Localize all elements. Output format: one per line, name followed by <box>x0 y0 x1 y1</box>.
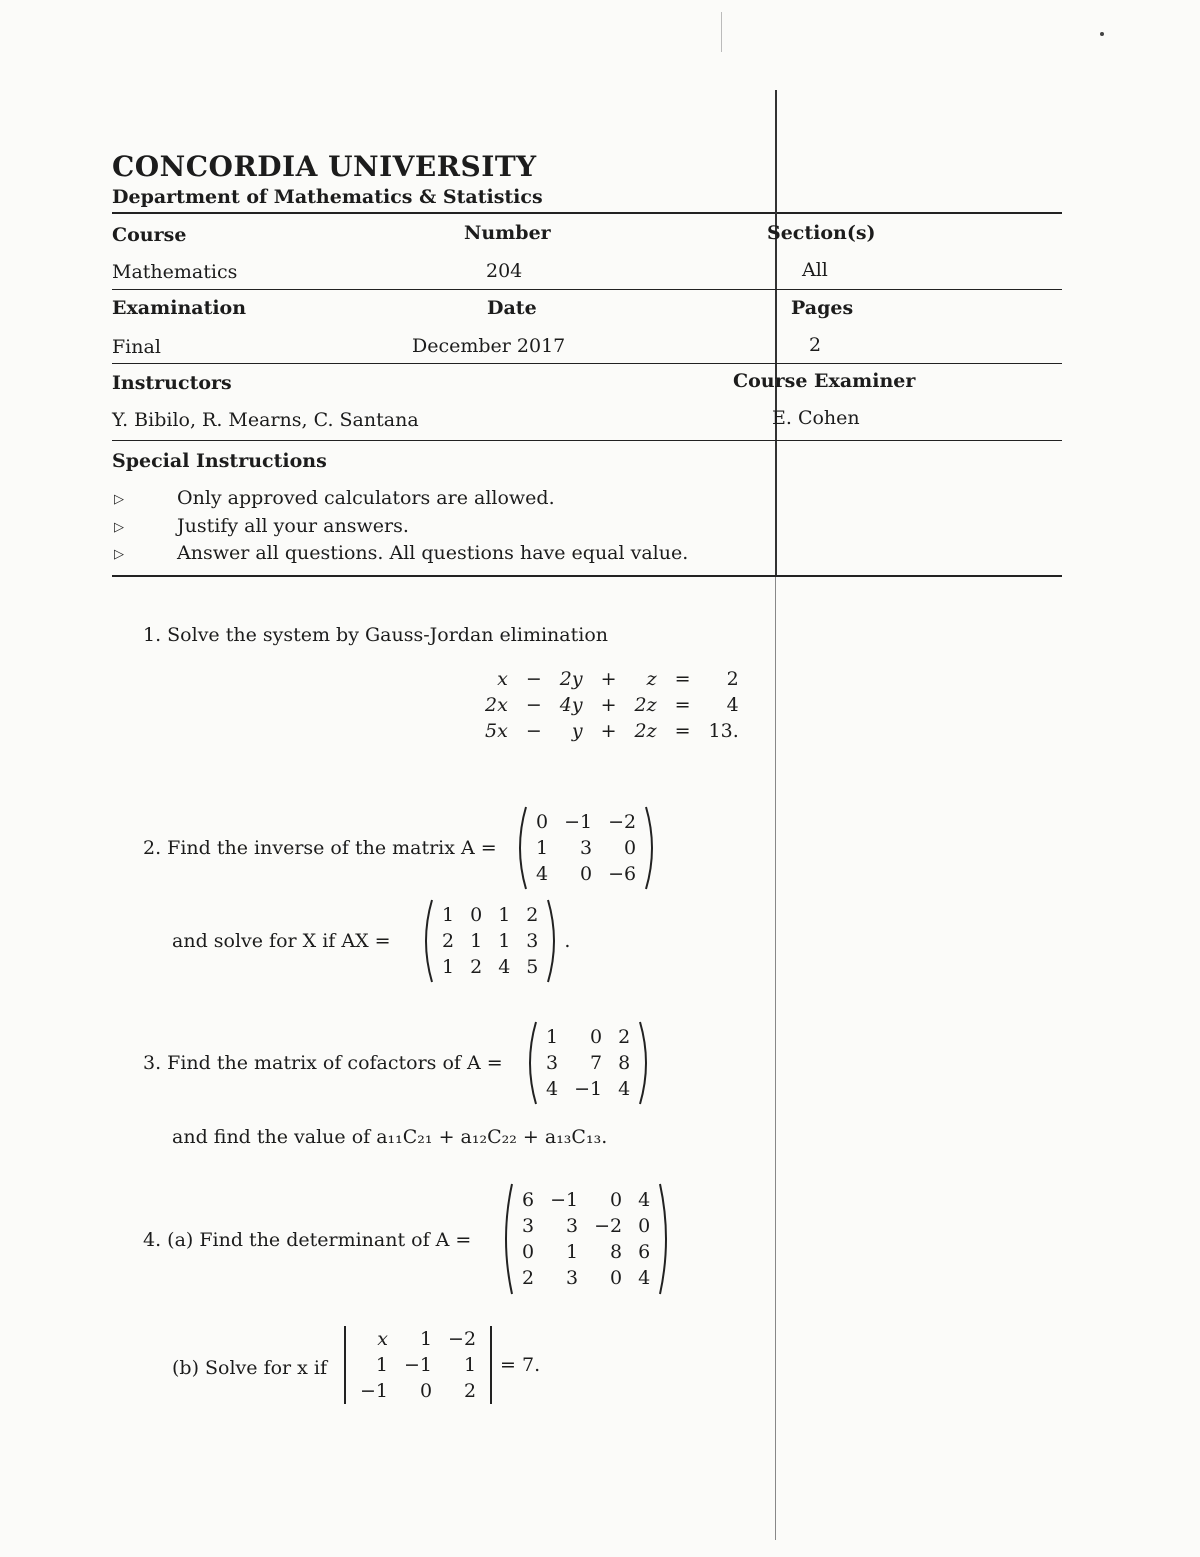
matrix-cell: 1 <box>375 1354 389 1376</box>
info-table-divider <box>775 90 777 576</box>
matrix-cell: −1 <box>574 1078 603 1100</box>
matrix-cell: 0 <box>522 1241 535 1263</box>
matrix-cell: −1 <box>360 1380 389 1402</box>
matrix-cell: 3 <box>566 1267 579 1289</box>
q2-matrix-a <box>512 805 660 891</box>
left-paren <box>418 898 434 984</box>
matrix-cell: 1 <box>442 904 455 926</box>
instructors-label: Instructors <box>112 372 232 394</box>
matrix-cell: 4 <box>618 1078 631 1100</box>
matrix-cell: 2 <box>522 1267 535 1289</box>
left-paren <box>512 805 528 891</box>
number-label: Number <box>464 222 551 244</box>
course-value: Mathematics <box>112 261 238 283</box>
term: 4y <box>559 694 583 716</box>
matrix-cell: 8 <box>618 1052 631 1074</box>
info-bottom-rule <box>112 575 1062 577</box>
equals: = <box>674 720 691 742</box>
matrix-cell: 1 <box>442 956 455 978</box>
matrix-cell: 1 <box>470 930 483 952</box>
matrix-cell: 4 <box>536 863 549 885</box>
rhs: 13. <box>708 720 739 742</box>
equals-seven: = 7. <box>500 1354 541 1376</box>
term: x <box>497 668 508 690</box>
term: 2z <box>634 720 657 742</box>
left-paren <box>522 1020 538 1106</box>
bullet-icon: ▷ <box>114 492 124 507</box>
date-label: Date <box>487 297 537 319</box>
matrix-cells <box>538 1024 638 1102</box>
term: z <box>646 668 657 690</box>
right-paren <box>658 1182 674 1296</box>
matrix-cell: 6 <box>638 1241 651 1263</box>
row-rule-3 <box>112 440 1062 441</box>
operator: + <box>600 668 617 690</box>
instructors-value: Y. Bibilo, R. Mearns, C. Santana <box>112 409 419 431</box>
term: y <box>571 720 583 742</box>
scan-edge-line <box>721 12 722 52</box>
sections-label: Section(s) <box>767 222 876 244</box>
matrix-cell: 3 <box>580 837 593 859</box>
matrix-cell: 2 <box>470 956 483 978</box>
matrix-cell: 1 <box>536 837 549 859</box>
matrix-cell: 3 <box>546 1052 559 1074</box>
term: 2y <box>559 668 583 690</box>
matrix-cell: 0 <box>638 1215 651 1237</box>
question-2-text: 2. Find the inverse of the matrix A = <box>143 837 497 859</box>
department-name: Department of Mathematics & Statistics <box>112 186 543 208</box>
question-4b-text: (b) Solve for x if <box>172 1357 328 1379</box>
q3-matrix-a <box>522 1020 654 1106</box>
exam-value: Final <box>112 336 161 358</box>
matrix-cell: −2 <box>448 1328 477 1350</box>
university-name: CONCORDIA UNIVERSITY <box>112 150 537 183</box>
matrix-cell: 3 <box>566 1215 579 1237</box>
matrix-cell: −1 <box>404 1354 433 1376</box>
bullet-icon: ▷ <box>114 520 124 535</box>
matrix-cell: 1 <box>498 904 511 926</box>
matrix-cell: 4 <box>638 1189 651 1211</box>
rhs: 4 <box>726 694 739 716</box>
matrix-cell: 1 <box>498 930 511 952</box>
question-3-text: 3. Find the matrix of cofactors of A = <box>143 1052 503 1074</box>
matrix-cell: 2 <box>526 904 539 926</box>
right-paren <box>644 805 660 891</box>
matrix-cell: 0 <box>470 904 483 926</box>
exam-label: Examination <box>112 297 247 319</box>
operator: − <box>525 668 542 690</box>
operator: + <box>600 720 617 742</box>
matrix-cells <box>528 809 644 887</box>
scan-speck <box>1100 32 1104 36</box>
instruction-item: Only approved calculators are allowed. <box>177 487 555 509</box>
operator: − <box>525 720 542 742</box>
matrix-cell: 0 <box>610 1189 623 1211</box>
equals: = <box>674 668 691 690</box>
matrix-cell: −2 <box>608 811 637 833</box>
sections-value: All <box>802 259 828 281</box>
rhs: 2 <box>726 668 739 690</box>
matrix-cell: 1 <box>419 1328 433 1350</box>
pages-value: 2 <box>809 334 822 356</box>
matrix-cell: 7 <box>590 1052 603 1074</box>
question-1-text: 1. Solve the system by Gauss-Jordan elimination <box>143 624 608 646</box>
right-paren <box>638 1020 654 1106</box>
question-4a-text: 4. (a) Find the determinant of A = <box>143 1229 472 1251</box>
course-label: Course <box>112 224 187 246</box>
matrix-cell: 4 <box>498 956 511 978</box>
matrix-cells <box>352 1326 484 1404</box>
term: 2x <box>485 694 508 716</box>
row-rule-2 <box>112 363 1062 364</box>
q4-determinant <box>344 1326 540 1404</box>
matrix-cell: 8 <box>610 1241 623 1263</box>
matrix-cell: 5 <box>526 956 539 978</box>
header-rule <box>112 212 1062 214</box>
matrix-cell: −2 <box>594 1215 623 1237</box>
question-3-text-b: and find the value of a₁₁C₂₁ + a₁₂C₂₂ + a₁₃C₁₃. <box>172 1126 608 1148</box>
equation-row <box>476 666 748 692</box>
matrix-cells <box>434 902 546 980</box>
term: 5x <box>485 720 508 742</box>
matrix-cell: 0 <box>624 837 637 859</box>
matrix-cell: 2 <box>618 1026 631 1048</box>
bullet-icon: ▷ <box>114 547 124 562</box>
matrix-cell: 3 <box>526 930 539 952</box>
matrix-cell: 2 <box>463 1380 477 1402</box>
equals: = <box>674 694 691 716</box>
matrix-cell: −6 <box>608 863 637 885</box>
left-paren <box>498 1182 514 1296</box>
matrix-cell: 2 <box>442 930 455 952</box>
q2-matrix-b <box>418 898 570 984</box>
number-value: 204 <box>486 260 523 282</box>
term: 2z <box>634 694 657 716</box>
q1-equation-system <box>476 666 748 744</box>
row-rule-1 <box>112 289 1062 290</box>
question-2-text-b: and solve for X if AX = <box>172 930 391 952</box>
equation-row <box>476 692 748 718</box>
matrix-cell: 0 <box>419 1380 433 1402</box>
matrix-cell: 1 <box>546 1026 559 1048</box>
operator: − <box>525 694 542 716</box>
matrix-cell: 1 <box>566 1241 579 1263</box>
matrix-cell: x <box>377 1328 389 1350</box>
matrix-cell: 0 <box>580 863 593 885</box>
instruction-item: Justify all your answers. <box>177 515 409 537</box>
matrix-cell: 4 <box>546 1078 559 1100</box>
special-instructions-title: Special Instructions <box>112 450 327 472</box>
right-paren <box>546 898 562 984</box>
operator: + <box>600 694 617 716</box>
determinant-bars <box>344 1326 492 1404</box>
instruction-item: Answer all questions. All questions have equal value. <box>177 542 689 564</box>
q4-matrix-a <box>498 1182 674 1296</box>
matrix-cell: 0 <box>536 811 549 833</box>
matrix-cell: 1 <box>463 1354 477 1376</box>
date-value: December 2017 <box>412 335 566 357</box>
examiner-value: E. Cohen <box>772 407 860 429</box>
matrix-cell: −1 <box>564 811 593 833</box>
matrix-cell: 4 <box>638 1267 651 1289</box>
matrix-cell: 6 <box>522 1189 535 1211</box>
matrix-cell: 3 <box>522 1215 535 1237</box>
matrix-cell: 0 <box>590 1026 603 1048</box>
matrix-cells <box>514 1187 658 1291</box>
period: . <box>564 930 571 952</box>
matrix-cell: −1 <box>550 1189 579 1211</box>
matrix-cell: 0 <box>610 1267 623 1289</box>
equation-row <box>476 718 748 744</box>
pages-label: Pages <box>791 297 854 319</box>
examiner-label: Course Examiner <box>733 370 916 392</box>
